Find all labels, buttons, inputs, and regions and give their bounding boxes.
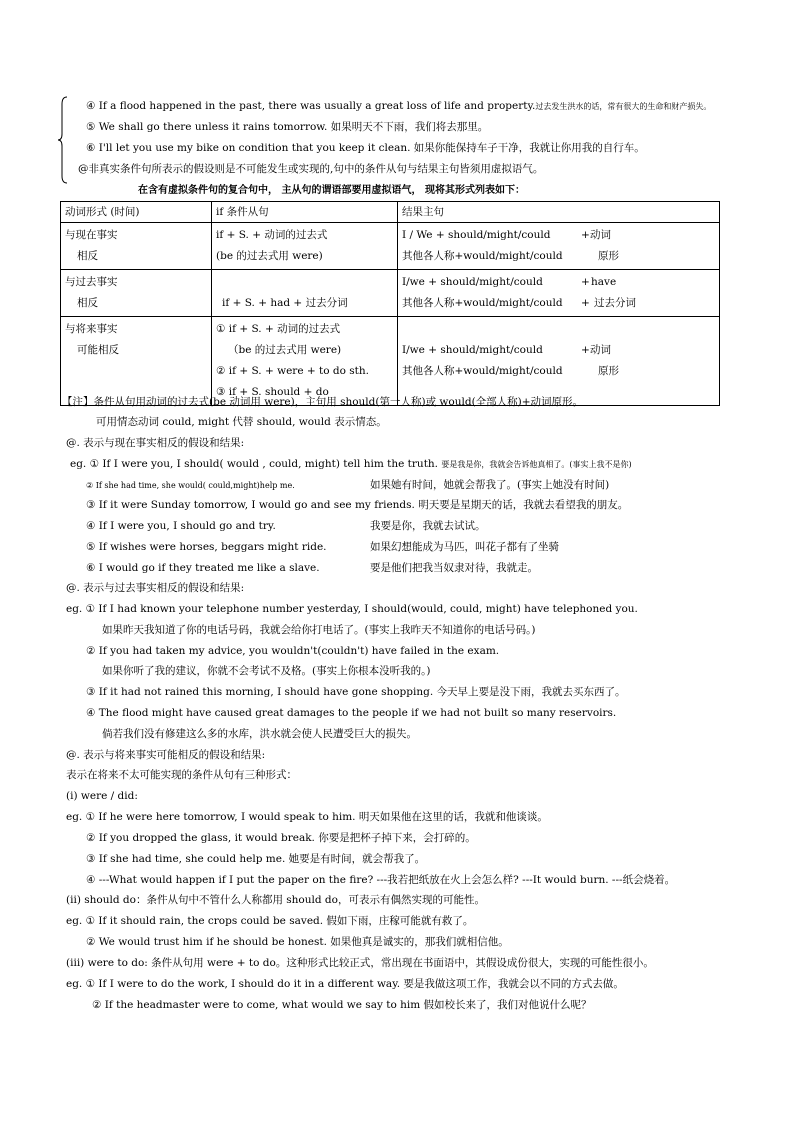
future-example-7: eg. ① If I were to do the work, I should do it in a different way. 要是我做这项工作，我就会以不同的方式去做。 [66,978,624,990]
example-6: ⑥ I'll let you use my bike on condition that you keep it clean. 如果你能保持车子干净，我就让你用我的自行车。 [86,142,645,154]
table-heading: 在含有虚拟条件句的复合句中， 主从句的谓语部要用虚拟语气， 现将其形式列表如下： [138,185,525,196]
future-title: @. 表示与将来事实可能相反的假设和结果: [66,749,266,761]
present-example-6-cn: 要是他们把我当奴隶对待，我就走。 [370,562,538,574]
present-example-2: ② If she had time, she would( could,might)help me. [86,481,295,490]
present-example-3: ③ If it were Sunday tomorrow, I would go and see my friends. 明天要是星期天的话，我就去看望我的朋友。 [86,499,629,511]
example-5: ⑤ We shall go there unless it rains tomorrow. 如果明天不下雨，我们将去那里。 [86,121,489,133]
table-row-present: 与现在事实 相反 if + S. + 动词的过去式 (be 的过去式用 were) I / We + should/might/could 其他各人称+would/might/could + 动词 原形 [61,223,720,270]
past-example-4-cn: 倘若我们没有修建这么多的水库，洪水就会使人民遭受巨大的损失。 [102,728,417,740]
future-example-8: ② If the headmaster were to come, what would we say to him 假如校长来了，我们对他说什么呢？ [92,999,592,1011]
present-example-4-cn: 我要是你，我就去试试。 [370,520,486,532]
future-example-6: ② We would trust him if he should be honest. 如果他真是诚实的，那我们就相信他。 [86,936,509,948]
future-example-1: eg. ① If he were here tomorrow, I would speak to him. 明天如果他在这里的话，我就和他谈谈。 [66,811,548,823]
present-title: @. 表示与现在事实相反的假设和结果: [66,437,245,449]
future-example-3: ③ If she had time, she could help me. 她要是有时间，就会帮我了。 [86,853,426,865]
header-if-clause: if 条件从句 [212,202,398,223]
past-example-1: eg. ① If I had known your telephone number yesterday, I should(would, could, might) have telephoned you. [66,603,638,615]
future-example-5: eg. ① If it should rain, the crops could be saved. 假如下雨，庄稼可能就有救了。 [66,915,474,927]
present-example-2-cn: 如果她有时间，她就会帮我了。(事实上她没有时间) [370,479,610,491]
past-example-3: ③ If it had not rained this morning, I should have gone shopping. 今天早上要是没下雨，我就去买东西了。 [86,686,626,698]
curly-brace [58,96,68,184]
table-row-past: 与过去事实 相反 if + S. + had + 过去分词 I/we + should/might/could 其他各人称+would/might/could + have + 过去分词 [61,270,720,317]
header-main-clause: 结果主句 [398,202,720,223]
unreal-condition-note: @非真实条件句所表示的假设则是不可能发生或实现的,句中的条件从句与结果主句皆须用虚拟语气。 [78,163,544,175]
present-example-5-cn: 如果幻想能成为马匹，叫花子都有了坐骑 [370,541,559,553]
future-example-4: ④ ---What would happen if I put the paper on the fire? ---我若把纸放在火上会怎么样? ---It would burn. ---纸会烧着。 [86,874,676,886]
future-example-2: ② If you dropped the glass, it would break. 你要是把杯子掉下来，会打碎的。 [86,832,476,844]
header-time: 动词形式 (时间) [61,202,212,223]
subjunctive-table [60,201,720,406]
present-example-1: eg. ① If I were you, I should( would , could, might) tell him the truth. 要是我是你，我就会告诉他真相了。(事实上我不是你) [70,458,632,470]
note-1: 【注】条件从句用动词的过去式(be 动词用 were)，主句用 should(第一人称)或 would(全部人称)+动词原形。 [62,396,584,408]
present-example-4: ④ If I were you, I should go and try. [86,520,276,532]
future-form-2: (ii) should do：条件从句中不管什么人称都用 should do，可表示有偶然实现的可能性。 [66,894,485,906]
past-title: @. 表示与过去事实相反的假设和结果: [66,582,245,594]
table-header-row [61,202,720,223]
note-2: 可用情态动词 could, might 代替 should, would 表示情态。 [96,416,387,428]
past-example-2-cn: 如果你听了我的建议，你就不会考试不及格。(事实上你根本没听我的。) [102,665,431,677]
future-intro: 表示在将来不太可能实现的条件从句有三种形式： [66,769,297,781]
past-example-1-cn: 如果昨天我知道了你的电话号码，我就会给你打电话了。(事实上我昨天不知道你的电话号码。) [102,624,536,636]
present-example-5: ⑤ If wishes were horses, beggars might ride. [86,541,327,553]
table-row-future: 与将来事实 可能相反 ① if + S. + 动词的过去式 （be 的过去式用 were) ② if + S. + were + to do sth. ③ if + S. should + do I/we + should/might/could 其他各人称+would/might/could + 动词 原形 [61,317,720,406]
future-form-1: (i) were / did: [66,790,138,802]
example-4: ④ If a flood happened in the past, there was usually a great loss of life and property.过去发生洪水的话，常有很大的生命和财产损失。 [86,100,712,112]
past-example-2: ② If you had taken my advice, you wouldn't(couldn't) have failed in the exam. [86,645,500,657]
present-example-6: ⑥ I would go if they treated me like a slave. [86,562,320,574]
past-example-4: ④ The flood might have caused great damages to the people if we had not built so many reservoirs. [86,707,617,719]
future-form-3: (iii) were to do: 条件从句用 were + to do。这种形式比较正式，常出现在书面语中，其假设成份很大，实现的可能性很小。 [66,957,654,969]
